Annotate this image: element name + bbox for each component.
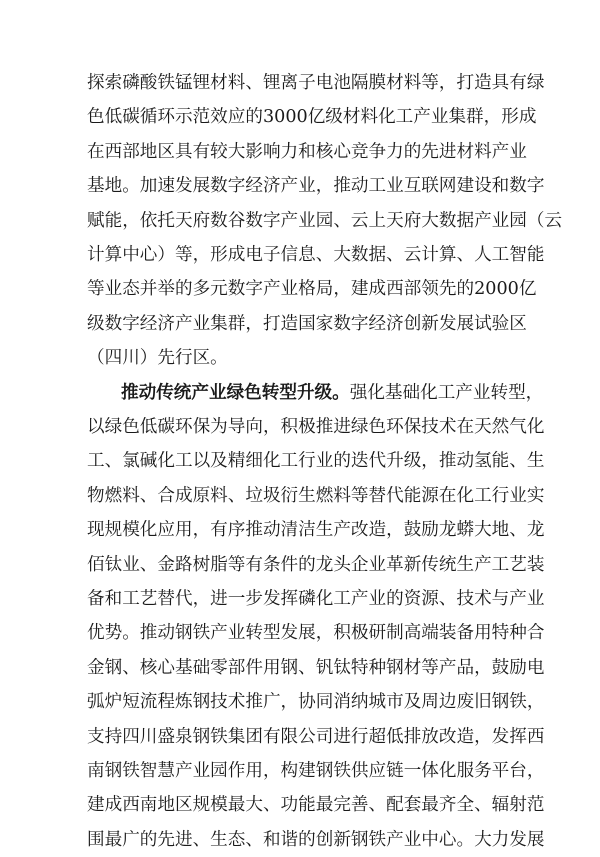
text-line: 南钢铁智慧产业园作用，构建钢铁供应链一体化服务平台， bbox=[87, 761, 545, 781]
text-line: 色低碳循环示范效应的3000亿级材料化工产业集群，形成 bbox=[87, 107, 537, 128]
text-line: 计算中心）等，形成电子信息、大数据、云计算、人工智能 bbox=[87, 245, 545, 265]
text-line: 现规模化应用，有序推动清洁生产改造，鼓励龙蟒大地、龙 bbox=[87, 520, 545, 541]
text-line: 建成西南地区规模最大、功能最完善、配套最齐全、辐射范 bbox=[87, 795, 545, 816]
text-line: 探索磷酸铁锰锂材料、锂离子电池隔膜材料等，打造具有绿 bbox=[87, 73, 545, 93]
paragraph-heading: 推动传统产业绿色转型升级。 bbox=[121, 381, 350, 403]
text-line: 在西部地区具有较大影响力和核心竞争力的先进材料产业 bbox=[87, 141, 527, 162]
text-line: 级数字经济产业集群，打造国家数字经济创新发展试验区 bbox=[87, 313, 527, 334]
text-line: 备和工艺替代，进一步发挥磷化工产业的资源、技术与产业 bbox=[87, 589, 545, 609]
text-line: 优势。推动钢铁产业转型发展，积极研制高端装备用特种合 bbox=[87, 623, 545, 644]
text-line: 工、氯碱化工以及精细化工行业的迭代升级，推动氢能、生 bbox=[87, 451, 545, 472]
text-line: 支持四川盛泉钢铁集团有限公司进行超低排放改造，发挥西 bbox=[87, 726, 545, 747]
paragraph-first-line-rest: 强化基础化工产业转型， bbox=[349, 382, 544, 403]
text-line: 金钢、核心基础零部件用钢、钒钛特种钢材等产品，鼓励电 bbox=[87, 657, 545, 678]
text-line: 佰钛业、金路树脂等有条件的龙头企业革新传统生产工艺装 bbox=[87, 554, 545, 575]
text-line: 围最广的先进、生态、和谐的创新钢铁产业中心。大力发展 bbox=[87, 829, 545, 850]
text-line: （四川）先行区。 bbox=[87, 348, 228, 369]
text-line: 弧炉短流程炼钢技术推广，协同消纳城市及周边废旧钢铁， bbox=[87, 692, 545, 713]
text-line: 基地。加速发展数字经济产业，推动工业互联网建设和数字 bbox=[87, 176, 545, 197]
text-line: 以绿色低碳环保为导向，积极推进绿色环保技术在天然气化 bbox=[87, 417, 545, 437]
text-line: 物燃料、合成原料、垃圾衍生燃料等替代能源在化工行业实 bbox=[87, 485, 545, 506]
text-line: 等业态并举的多元数字产业格局，建成西部领先的2000亿 bbox=[87, 279, 537, 300]
paragraph-first-line bbox=[121, 376, 544, 410]
text-line: 赋能，依托天府数谷数字产业园、云上天府大数据产业园（云 bbox=[87, 210, 563, 231]
